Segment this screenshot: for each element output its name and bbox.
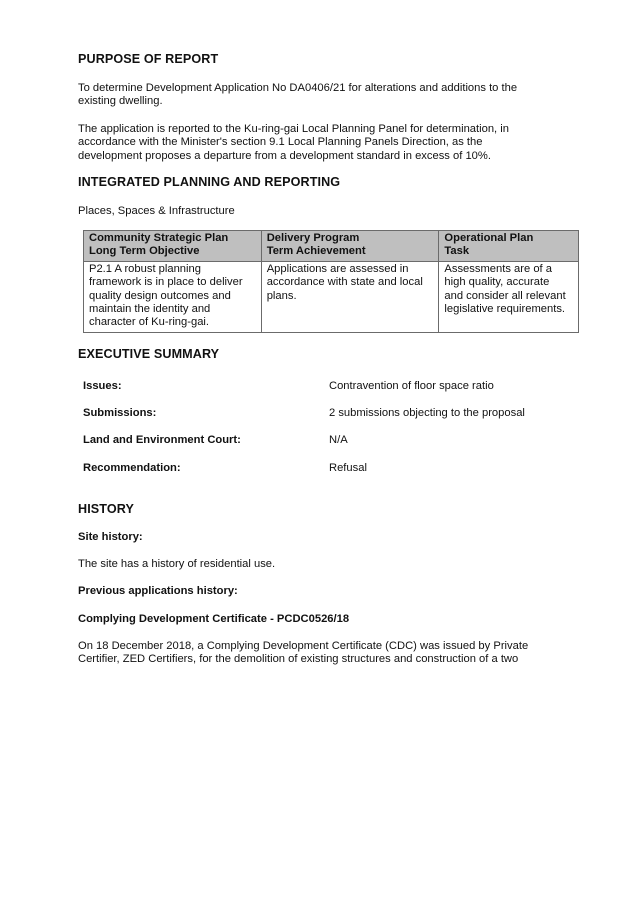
- text-line: existing dwelling.: [78, 95, 163, 108]
- text-line: To determine Development Application No DA0406/21 for alterations and additions to the: [78, 82, 518, 94]
- table-header-cell: [439, 231, 579, 262]
- purpose-paragraph-1: [78, 82, 517, 109]
- cell-line: legislative requirements.: [444, 303, 566, 316]
- table-cell: [261, 261, 439, 332]
- cell-line: accordance with state and local: [266, 276, 423, 289]
- cell-line: quality design outcomes and: [89, 289, 231, 302]
- site-history-subheading: Site history:: [78, 531, 143, 543]
- header-line: Long Term Objective: [89, 245, 200, 258]
- header-line: Term Achievement: [266, 245, 366, 258]
- summary-heading: EXECUTIVE SUMMARY: [78, 347, 220, 361]
- cell-line: Applications are assessed in: [266, 262, 409, 275]
- cdc-subheading: Complying Development Certificate - PCDC0526/18: [78, 613, 350, 625]
- cell-line: maintain the identity and: [89, 303, 211, 316]
- header-line: Community Strategic Plan: [89, 232, 229, 244]
- table-header-row: [84, 231, 579, 262]
- table-header-cell: [261, 231, 439, 262]
- text-line: On 18 December 2018, a Complying Development Certificate (CDC) was issued by Private: [78, 640, 529, 652]
- cell-line: high quality, accurate: [444, 276, 550, 289]
- header-line: Task: [444, 245, 470, 258]
- cdc-paragraph: [78, 640, 528, 667]
- ipr-table-wrapper: [83, 230, 579, 333]
- previous-applications-subheading: Previous applications history:: [78, 585, 238, 597]
- table-cell: [439, 261, 579, 332]
- header-line: Delivery Program: [266, 232, 360, 244]
- site-history-text: The site has a history of residential use.: [78, 558, 276, 570]
- text-line: The application is reported to the Ku-ring-gai Local Planning Panel for determination, in: [78, 123, 509, 135]
- text-line: accordance with the Minister's section 9.1 Local Planning Panels Direction, as the: [78, 136, 483, 149]
- summary-label-issues: Issues:: [83, 380, 122, 392]
- table-row: [84, 261, 579, 332]
- purpose-heading: PURPOSE OF REPORT: [78, 52, 219, 66]
- cell-line: plans.: [266, 289, 297, 302]
- text-line: Certifier, ZED Certifiers, for the demolition of existing structures and construction of a two: [78, 653, 519, 666]
- cell-line: character of Ku-ring-gai.: [89, 316, 210, 329]
- cell-line: Assessments are of a: [444, 262, 552, 275]
- table-cell: [84, 261, 262, 332]
- summary-label-submissions: Submissions:: [83, 407, 157, 419]
- ipr-heading: INTEGRATED PLANNING AND REPORTING: [78, 175, 341, 189]
- summary-value-recommendation: Refusal: [329, 462, 367, 474]
- summary-value-issues: Contravention of floor space ratio: [329, 380, 494, 392]
- purpose-paragraph-2: [78, 123, 509, 163]
- ipr-subtitle: Places, Spaces & Infrastructure: [78, 205, 235, 217]
- summary-label-court: Land and Environment Court:: [83, 434, 241, 446]
- ipr-table: [83, 230, 579, 333]
- text-line: development proposes a departure from a development standard in excess of 10%.: [78, 149, 491, 162]
- table-header-cell: [84, 231, 262, 262]
- cell-line: framework is in place to deliver: [89, 276, 243, 289]
- cell-line: and consider all relevant: [444, 289, 566, 302]
- header-line: Operational Plan: [444, 232, 534, 244]
- cell-line: P2.1 A robust planning: [89, 262, 201, 275]
- summary-value-court: N/A: [329, 434, 348, 446]
- summary-label-recommendation: Recommendation:: [83, 462, 181, 474]
- history-heading: HISTORY: [78, 502, 134, 516]
- summary-value-submissions: 2 submissions objecting to the proposal: [329, 407, 525, 419]
